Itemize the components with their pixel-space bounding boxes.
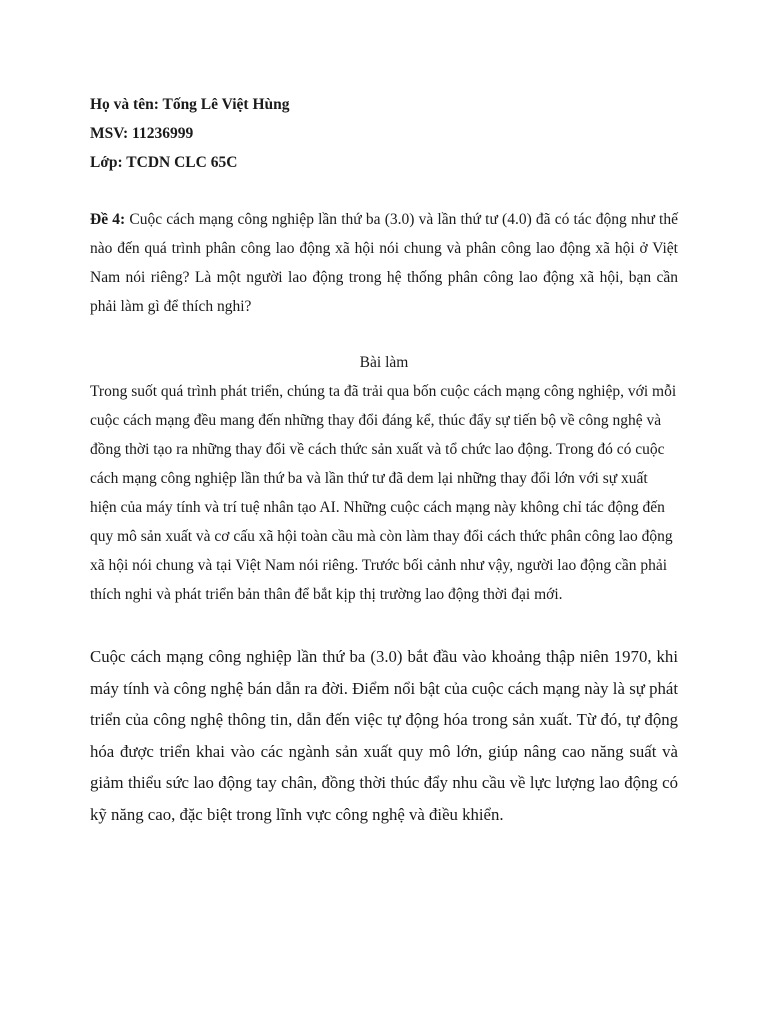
question-text: Cuộc cách mạng công nghiệp lần thứ ba (3.0) và lần thứ tư (4.0) đã có tác động như thế nào đến quá trình phân công lao động xã hội nói chung và phân công lao động xã hội ở Việt Nam nói riêng? Là một người lao động trong hệ thống phân công lao động xã hội, bạn cần phải làm gì để thích nghi? [90, 211, 678, 315]
essay-title: Bài làm [359, 354, 409, 371]
question-block [90, 205, 678, 321]
intro-paragraph: Trong suốt quá trình phát triển, chúng ta đã trải qua bốn cuộc cách mạng công nghiệp, với mỗi cuộc cách mạng đều mang đến những thay đổi đáng kể, thúc đẩy sự tiến bộ về công nghệ và đồng thời tạo ra những thay đổi về cách thức sản xuất và tổ chức lao động. Trong đó có cuộc cách mạng công nghiệp lần thứ ba và lần thứ tư đã dem lại những thay đổi lớn với sự xuất hiện của máy tính và trí tuệ nhân tạo AI. Những cuộc cách mạng này không chỉ tác động đến quy mô sản xuất và cơ cấu xã hội toàn cầu mà còn làm thay đổi cách thức phân công lao động xã hội nói chung và tại Việt Nam nói riêng. Trước bối cảnh như vậy, người lao động cần phải thích nghi và phát triển bản thân để bắt kịp thị trường lao động thời đại mới. [90, 383, 677, 603]
student-id: MSV: 11236999 [90, 125, 194, 142]
document-page [90, 90, 678, 847]
student-name: Họ và tên: Tống Lê Việt Hùng [90, 96, 290, 113]
student-class: Lớp: TCDN CLC 65C [90, 154, 238, 171]
question-label: Đề 4: [90, 211, 126, 228]
second-paragraph: Cuộc cách mạng công nghiệp lần thứ ba (3.0) bắt đầu vào khoảng thập niên 1970, khi máy tính và công nghệ bán dẫn ra đời. Điểm nổi bật của cuộc cách mạng này là sự phát triển của công nghệ thông tin, dẫn đến việc tự động hóa trong sản xuất. Từ đó, tự động hóa được triển khai vào các ngành sản xuất quy mô lớn, giúp nâng cao năng suất và giảm thiểu sức lao động tay chân, đồng thời thúc đẩy nhu cầu về lực lượng lao động có kỹ năng cao, đặc biệt trong lĩnh vực công nghệ và điều khiển. [90, 647, 678, 824]
